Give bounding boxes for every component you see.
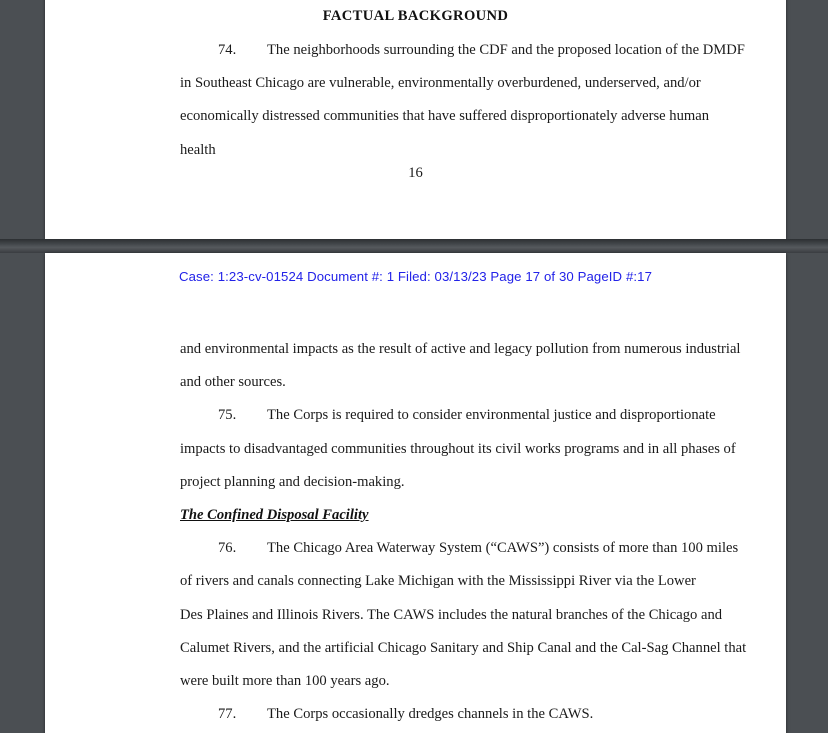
- section-heading-factual-background: FACTUAL BACKGROUND: [322, 8, 509, 24]
- page-17-content: [45, 253, 786, 733]
- paragraph-74-line-2: in Southeast Chicago are vulnerable, environmentally overburdened, underserved, and/or: [180, 75, 701, 92]
- paragraph-76-number: 76.: [218, 540, 237, 557]
- page-16-number-footer: 16: [408, 165, 423, 181]
- paragraph-75-line-2: impacts to disadvantaged communities throughout its civil works programs and in all phases of: [180, 440, 736, 457]
- page-16-content: [45, 0, 786, 239]
- document-page-16: [45, 0, 786, 239]
- paragraph-76-line-4: Calumet Rivers, and the artificial Chicago Sanitary and Ship Canal and the Cal-Sag Channel that: [180, 639, 747, 656]
- paragraph-77-line-1: The Corps occasionally dredges channels in the CAWS.: [267, 706, 594, 723]
- paragraph-74-line-1: The neighborhoods surrounding the CDF and the proposed location of the DMDF: [267, 42, 745, 58]
- paragraph-76-line-3: Des Plaines and Illinois Rivers. The CAWS includes the natural branches of the Chicago and: [180, 606, 723, 623]
- paragraph-74-line-3: economically distressed communities that have suffered disproportionately adverse human health: [180, 108, 710, 158]
- subheading-text: The Confined Disposal Facility: [180, 507, 369, 524]
- page-separator-gap: [0, 239, 828, 253]
- paragraph-75: [180, 399, 748, 499]
- ecf-case-header-stamp: Case: 1:23-cv-01524 Document #: 1 Filed: 03/13/23 Page 17 of 30 PageID #:17: [178, 269, 653, 284]
- paragraph-76: [180, 532, 748, 698]
- paragraph-76-line-5: were built more than 100 years ago.: [180, 673, 390, 690]
- paragraph-74-continuation: [180, 333, 748, 399]
- paragraph-76-line-2: of rivers and canals connecting Lake Michigan with the Mississippi River via the Lower: [180, 573, 696, 590]
- paragraph-77-number: 77.: [218, 706, 237, 723]
- document-page-17: [45, 253, 786, 733]
- paragraph-75-number: 75.: [218, 407, 237, 424]
- paragraph-74-cont-line-1: and environmental impacts as the result of active and legacy pollution from numerous industrial: [180, 341, 741, 357]
- paragraph-76-line-1: The Chicago Area Waterway System (“CAWS”) consists of more than 100 miles: [267, 540, 739, 557]
- paragraph-75-line-3: project planning and decision-making.: [180, 473, 405, 490]
- page-17-body: [180, 333, 748, 731]
- paragraph-74-number: 74.: [218, 42, 237, 58]
- subheading-confined-disposal-facility: [180, 499, 748, 532]
- paragraph-77: [180, 698, 748, 731]
- paragraph-75-line-1: The Corps is required to consider environmental justice and disproportionate: [267, 407, 716, 424]
- page-16-body: [180, 34, 748, 167]
- paragraph-74: [180, 34, 748, 167]
- paragraph-74-cont-line-2: and other sources.: [180, 374, 286, 391]
